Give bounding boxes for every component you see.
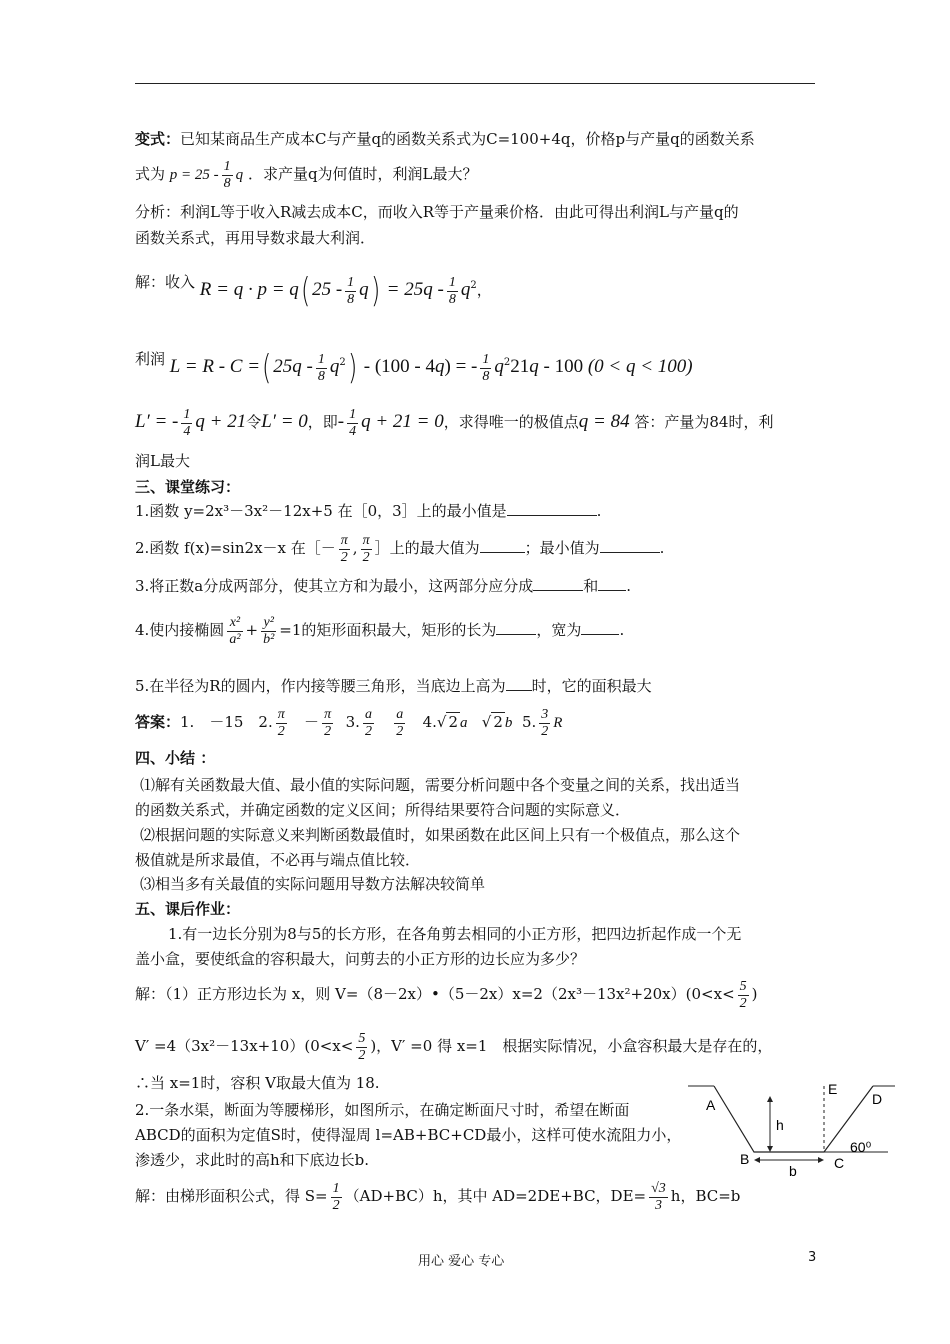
section4-heading: 四、小结 ： — [135, 749, 216, 767]
base-arrow-right — [818, 1157, 824, 1163]
hw2-line-3: 渗透少，求此时的高h和下底边长b. — [135, 1151, 370, 1169]
answer-line-2: 润L最大 — [135, 452, 190, 470]
header-rule — [135, 83, 815, 84]
profit-formula-line: 利润 L = R - C =( 25q - $\frac{1}{8}$ $q^2) - (100 - 4q)$ = - $\frac{1}{8}$ $q^221q - 100$ (0 < q < 100) — [135, 348, 693, 388]
hw2-solution: 解：由梯形面积公式，得 S= $\frac{1}{2}$ （AD+BC）h，其中 AD=2DE+BC，DE= $\frac{√3}{3}$ h，BC=b — [135, 1180, 741, 1213]
label-h: h — [776, 1117, 784, 1133]
analysis-line-2: 函数关系式，再用导数求最大利润． — [135, 229, 376, 247]
trapezoid-figure — [688, 1078, 898, 1182]
footer-center: 用心 爱心 专心 — [418, 1254, 505, 1269]
hw1-solution-2: V′ =4（3x²－13x+10）(0<x< $\frac{5}{2}$ )，V′ =0 得 x=1 根据实际情况，小盒容积最大是存在的， — [135, 1030, 773, 1063]
label-D: D — [872, 1091, 883, 1107]
label-C: C — [834, 1155, 845, 1171]
variant-line-1: 变式：已知某商品生产成本C与产量q的函数关系式为C=100+4q，价格p与产量q的函数关系 — [135, 130, 755, 148]
label-B: B — [740, 1151, 750, 1167]
derivative-line: L′ = - $\frac{1}{4}$ q + 21令L′ = 0，即- $\frac{1}{4}$ q + 21 = 0，求得唯一的极值点q = 84 答：产量为84时，利 — [135, 406, 774, 439]
section3-heading: 三、课堂练习： — [135, 478, 241, 496]
label-angle: 60⁰ — [850, 1139, 872, 1155]
exercise-2: 2.函数 f(x)=sin2x－x 在［－ $\frac{\pi}{2}$ , $\frac{\pi}{2}$ ］上的最大值为 ；最小值为 . — [135, 532, 665, 565]
fraction-one-eighth: $\frac{1}{8}$ — [223, 158, 231, 191]
base-arrow-left — [754, 1157, 760, 1163]
height-arrow-top — [767, 1096, 773, 1102]
price-formula: p = 25 - — [169, 167, 219, 183]
hw1-solution-3: ∴当 x=1时，容积 V取最大值为 18. — [135, 1074, 380, 1092]
summary-2-line-2: 极值就是所求最值，不必再与端点值比较． — [135, 851, 421, 869]
label-E: E — [828, 1081, 838, 1097]
label-A: A — [706, 1097, 716, 1113]
summary-3: ⑶相当多有关最值的实际问题用导数方法解决较简单 — [140, 875, 486, 893]
hw2-line-1: 2.一条水渠，断面为等腰梯形，如图所示，在确定断面尺寸时，希望在断面 — [135, 1101, 630, 1119]
label-b: b — [789, 1163, 797, 1179]
exercise-5: 5.在半径为R的圆内，作内接等腰三角形，当底边上高为 时，它的面积最大 — [135, 677, 652, 695]
page-number: 3 — [808, 1250, 817, 1265]
summary-1-line-1: ⑴解有关函数最大值、最小值的实际问题，需要分析问题中各个变量之间的关系，找出适当 — [140, 776, 741, 794]
hw1-line-2: 盖小盒，要使纸盒的容积最大，问剪去的小正方形的边长应为多少？ — [135, 950, 586, 968]
hw2-line-2: ABCD的面积为定值S时，使得湿周 l=AB+BC+CD最小，这样可使水流阻力小， — [135, 1126, 682, 1144]
hw1-line-1: 1.有一边长分别为8与5的长方形，在各角剪去相同的小正方形，把四边折起作成一个无 — [168, 925, 742, 943]
exercise-3: 3.将正数a分成两部分，使其立方和为最小，这两部分应分成 和 . — [135, 577, 632, 595]
variant-label: 变式： — [135, 130, 181, 148]
revenue-formula-line: 解：收入 R = q · p = q( 25 - $\frac{1}{8}$ q) = 25q - $\frac{1}{8}$ $q^2$， — [135, 271, 492, 311]
analysis-line-1: 分析：利润L等于收入R减去成本C，而收入R等于产量乘价格．由此可得出利润L与产量q的 — [135, 203, 739, 221]
summary-1-line-2: 的函数关系式，并确定函数的定义区间；所得结果要符合问题的实际意义． — [135, 801, 631, 819]
exercise-1: 1.函数 y=2x³－3x²－12x+5 在［0，3］上的最小值是 . — [135, 502, 602, 520]
hw1-solution-1: 解：（1）正方形边长为 x，则 V=（8－2x）•（5－2x）x=2（2x³－13x²+20x）(0<x< $\frac{5}{2}$ ) — [135, 978, 758, 1011]
height-arrow-bottom — [767, 1146, 773, 1152]
answers-line: 答案：1. －15 2. $\frac{\pi}{2}$ － $\frac{\pi}{2}$ 3. $\frac{a}{2}$ $\frac{a}{2}$ 4.√ 2 a √ 2 b 5. $\frac{3}{2}$ R — [135, 706, 563, 739]
section5-heading: 五、课后作业： — [135, 900, 241, 918]
variant-line-2: 式为 p = 25 - $\frac{1}{8}$ q ．求产量q为何值时，利润L最大？ — [135, 158, 478, 191]
summary-2-line-1: ⑵根据问题的实际意义来判断函数最值时，如果函数在此区间上只有一个极值点，那么这个 — [140, 826, 741, 844]
exercise-4: 4.使内接椭圆 $\frac{\text{x²}}{\text{a²}}$ + $\frac{\text{y²}}{\text{b²}}$ =1的矩形面积最大，矩形的长为 ，宽为 . — [135, 614, 625, 647]
